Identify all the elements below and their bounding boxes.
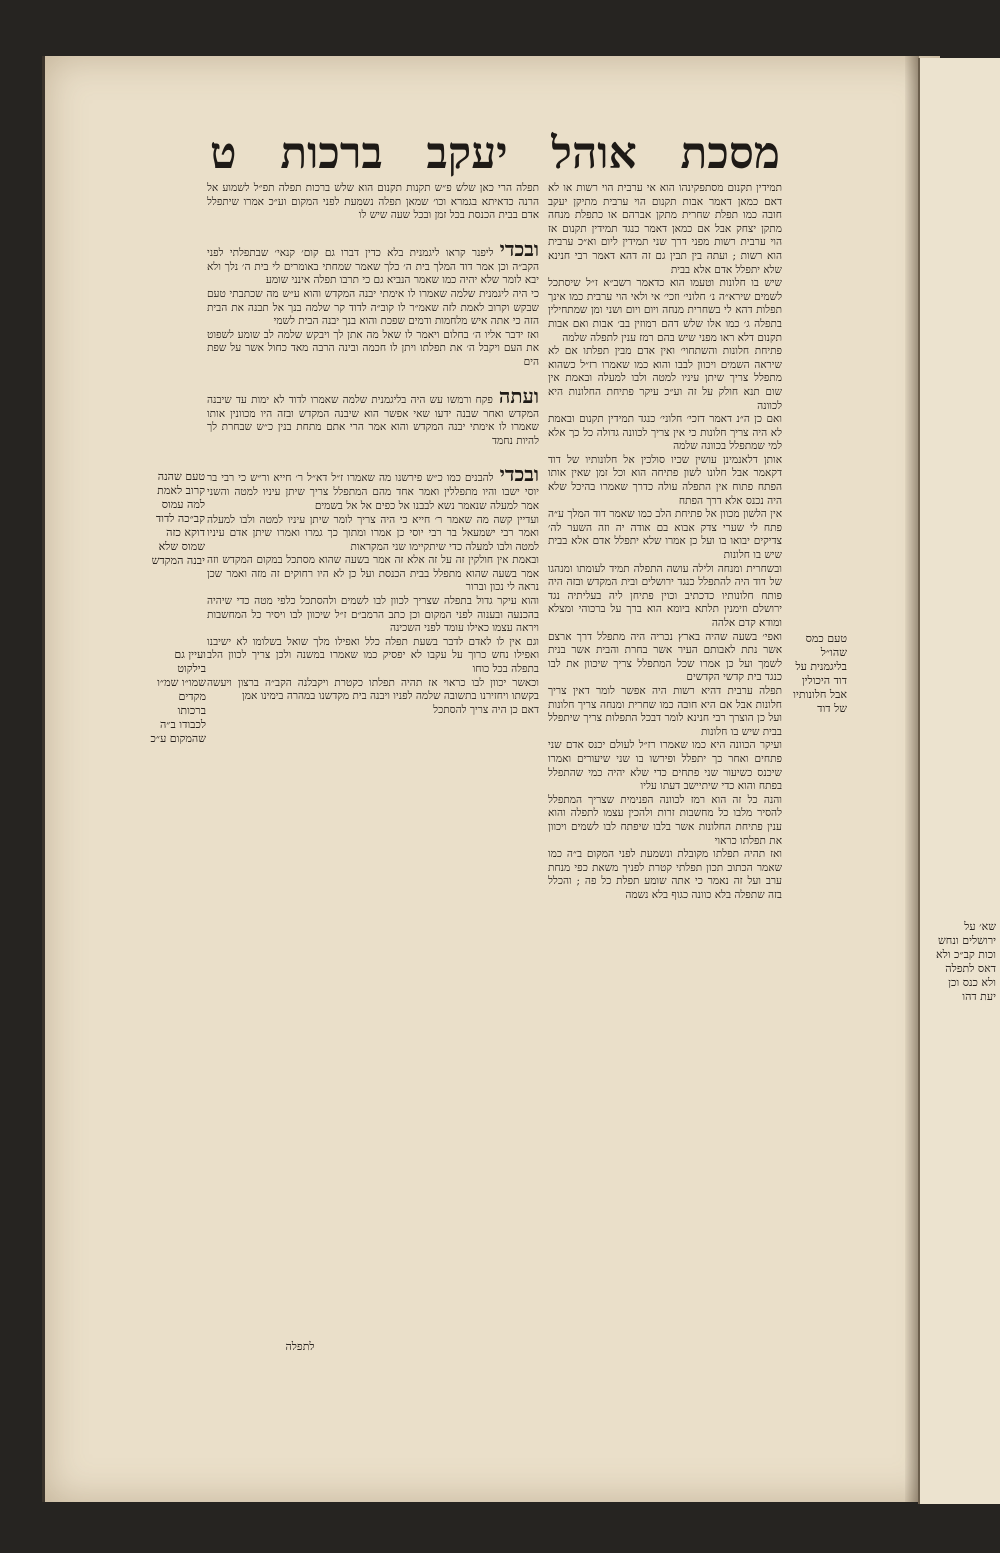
left-section-2 [207, 384, 539, 449]
left-paragraph: ואז ידבר אליו ה׳ בחלום ויאמר לו שאל מה אתן לך ויבקש שלמה לב שומע לשפוט את העם ויקבל ה׳ את תפלתו ויתן לו חכמה ובינה הרבה מאד כחול אשר על שפת הים [207, 328, 539, 368]
margin-note-middle: טעם כמס שהו״ל בליגמנית על דוד היכולין אבל חלונותיו של דוד [793, 632, 847, 715]
left-paragraph: וגם אין לו לאדם לדבר בשעת תפלה כלל ואפילו מלך שואל בשלומו לא ישיבנו ואפילו נחש כרוך על עקבו לא יפסיק כמו שאמרו במשנה ולכן צריך לכוון הלב בתפלה בכל כוחו [207, 635, 539, 676]
left-section-1 [207, 237, 539, 288]
right-paragraph: ועיקר הכוונה היא כמו שאמרו רז״ל לעולם יכנס אדם שני פתחים ואחר כך יתפלל ופירשו בו שני שיעורים ואמרו שיכנס כשיעור שני פתחים כדי שלא יהיה כמי שהתפלל בפתח והוא כדי שיתיישב דעתו עליו [548, 739, 782, 793]
right-paragraph: ובשחרית ומנחה ולילה עושה התפלה תמיד לעומתו ומנהגו של דוד היה להתפלל כנגד ירושלים ובית המקדש ובזה היה פותח חלונותיו כדכתיב וכוין פתיחן ליה בעליתיה נגד ירושלם וזימנין תלתא ביומא הוא ברך על ברכוהי ומצלא ומודא קדם אלהה [548, 562, 782, 629]
right-paragraph: והנה כל זה הוא רמז לכוונה הפנימית שצריך המתפלל להסיר מלבו כל מחשבות זרות ולהכין עצמו לתפלה והוא ענין פתיחת החלונות אשר בלבו שיפתח לבו לשמים ויכוון את תפלתו כראוי [548, 793, 782, 847]
right-paragraph: אין הלשון מכוון אל פתיחת הלב כמו שאמר דוד המלך ע״ה פתח לי שערי צדק אבוא בם אודה יה וזה השער לה׳ צדיקים יבואו בו ועל כן אמרו שלא יתפלל אדם אלא בבית שיש בו חלונות [548, 508, 782, 562]
spine-shadow [905, 56, 919, 1502]
right-paragraph: אותן דלאנמינן עושין שכיו סולכין אל חלונותיו של דוד דקאמר אבל חלונו לשון פתיחה הוא וכל זמן שאין אותו הפתח פתוח אין התפלה עולה כדרך שאמרו בהיכל שלא היה נכנס אלא דרך הפתח [548, 453, 782, 507]
left-paragraph: וכאשר יכוון לבו כראוי אז תהיה תפלתו כקטרת ויקבלנה הקב״ה ברצון ויעשה בקשתו ויחזירנו בתשובה שלמה לפניו ויבנה בית מקדשנו במהרה בימינו אמן [207, 676, 539, 703]
left-text-column [207, 182, 539, 1342]
closing-catchword: לתפלה [285, 1340, 315, 1353]
dibbur-hamatchil-3: ובכדי [499, 462, 539, 487]
right-paragraph: תמידין תקנום מסתפקינהו הוא אי ערבית הוי רשות או לא דאם כמאן דאמר אבות תקנום הוי ערבית מתיקן יעקב חובה כמו תפלת שחרית מתקן אברהם או כתפלת מנחה מתקן יצחק אבל אם כמאן דאמר כנגד תמידין תקנום אז הוי ערבית רשות מפני דרך שני תמידין ליום וא״כ ערבית הוא רשות ; ועתה בין תבין גם זה דהא דאמר רבי חנינא שלא יתפלל אדם אלא בבית [548, 182, 782, 276]
left-paragraph: ועדיין קשה מה שאמר ר׳ חייא כי היה צריך לומר שיתן עיניו למטה ולבו למעלה ואמר רבי ישמעאל בר רבי יוסי כן אמרו ומתוך כך גמרו ואמרו שיתן אדם עיניו למטה ולבו למעלה כדי שיתקיימו שני המקראות [207, 513, 539, 553]
right-paragraph: ואם כן ה״נ דאמר דזכי׳ חלוני׳ כנגד תמידין תקנום ובאמת לא היה צריך חלונות כי אין צריך לכוונה גדולה כל כך אלא למי שמתפלל בכוונה שלמה [548, 413, 782, 453]
right-text-column [548, 182, 782, 1352]
next-page-edge [918, 58, 1000, 1504]
dibbur-hamatchil-1: ובכדי [499, 236, 539, 261]
margin-note-left-upper: טעם שהנה קרוב לאמת למה עמוס קב״כה לדוד דוקא כזה שמוס שלא יבנה המקדש [151, 470, 205, 567]
right-paragraph: ואפי׳ בשעה שהיה בארץ נכריה היה מתפלל דרך ארצם אשר נתת לאבותם העיר אשר בחרת והבית אשר בנית לשמך ועל כן אמרו שכל המתפלל צריך שיכוון את לבו כנגד בית קדשי הקדשים [548, 630, 782, 684]
left-paragraph: ובאמת אין חולקין זה על זה אלא זה אמר בשעה שהוא מסתכל במקום המקדש וזה אמר בשעה שהוא מתפלל בבית הכנסת ועל כן לא היו רחוקים זה מזה ואמר שכן נראה לי נכון וברור [207, 554, 539, 594]
header-tractate-word: מסכת [680, 127, 780, 179]
right-paragraph: שיש בו חלונות וטעמו הוא כדאמר רשב״א ז״ל שיסתכל לשמים שירא״ה נ׳ חלוני׳ וזכי׳ אי ולאי הוי ערבית כמו אינך תפלות דהא לי בשחרית מנחה ויום ויום ושני ומן שמתחילין בתפלה ג׳ כמו אלו שלש דהם רמוזין בב׳ אבות ואם אבות תקנום דלא ראו מפני שיש בהם רמז ענין לתפלה שלמה [548, 277, 782, 344]
header-title-2: יעקב [426, 127, 508, 179]
left-paragraph: להבנים כמו כ״ש פירשנו מה שאמרו ז״ל דא״ל ר׳ חייא ור״ש כי רבי בר יוסי ישבו והיו מתפללין ואמר אחד מהם המתפלל צריך שיתן עיניו למטה והשני אמר למעלה שנאמר נשא לבבנו אל כפים אל אל בשמים [207, 472, 539, 512]
right-paragraph: תפלה ערבית דהיא רשות היה אפשר לומר דאין צריך חלונות אבל אם היא חובה כמו שחרית ומנחה צריך חלונות ועל כן הוצרך רבי חנינא לומר דבכל התפלות צריך שיתפלל בבית שיש בו חלונות [548, 684, 782, 738]
dibbur-hamatchil-2: ועתה [498, 383, 539, 408]
right-paragraph: ואז תהיה תפלתו מקובלת ונשמעת לפני המקום ב״ה כמו שאמר הכתוב תכון תפלתי קטרת לפניך משאת כפי מנחת ערב ועל זה נאמר כי אתה שומע תפלת כל פה ; והכלל בזה שתפלה בלא כוונה כגוף בלא נשמה [548, 848, 782, 901]
left-paragraph: והוא עיקר גדול בתפלה שצריך לכוון לבו לשמים ולהסתכל כלפי מטה כדי שיהיה בהכנעה ובענוה לפני המקום וכן כתב הרמב״ם ז״ל שיכוון לבו ויסיר כל המחשבות ויראה עצמו כאילו עומד לפני השכינה [207, 595, 539, 635]
header-tractate-name: ברכות [280, 127, 383, 179]
margin-note-right-edge: שא׳ על ירושלים ונחש וכות קב״כ ולא דאס לתפלה ולא כנס וכן יעת דהו [936, 920, 996, 1003]
right-paragraph: פתיחת חלונות והשתחוי׳ ואין אדם מבין תפלתו אם לא שיראה השמים ויכוון לבבו והוא כמו שאמרו רז״ל כשהוא מתפלל צריך שיתן עיניו למטה ולבו למעלה ובאמת אין שום תנא חולק על זה וע״כ עיקר פתיחת החלונות היא לכוונה [548, 345, 782, 412]
left-section-3 [207, 462, 539, 513]
left-paragraph: ליפנר קראו ליגמנית בלא כדין דברו גם קום׳ קנאי׳ שבתפלתי לפני הקב״ה וכן אמר דוד המלך בית ה׳ כלך שאמר שמחתי באומרים לי בית ה׳ נלך ולא יבא לומר שלא יהיה כמו שאמר הנביא גם כי תרבו תפלה אינני שומע [207, 246, 539, 287]
left-paragraph: כי היה ליגמנית שלמה שאמרו לו אימתי יבנה המקדש והוא ע״ש מה שכתבתי טעם שבקש וקרוב לאמת לזה שאמ״ר לו קוב״ה לדוד קר שלמה בנך אל תבנה את הבית הזה כי אתה איש מלחמות ודמים שפכת והוא בנך יבנה הבית לשמי [207, 287, 539, 328]
header-title-1: אוהל [551, 127, 637, 179]
left-top-paragraph: תפלה הרי כאן שלש פ״ש תקנות תקנום הוא שלש ברכות תפלה תפ״ל לשמוע אל הרנה כדאיתא בגמרא וכו׳ שמאן תפלה נשמעת לפני המקום וע״כ אמרו שיתפלל אדם בבית הכנסת בכל זמן ובכל שעה שיש לו [207, 182, 539, 222]
left-closing-line: דאם כן היה צריך להסתכל [433, 703, 539, 716]
left-paragraph: פקח ורמשו עש היה בליגמנית שלמה שאמרו לדוד לא ימות עד שיבנה המקדש ואחר שבנה ידעו שאי אפשר הוא שיבנה המקדש ובזה היו מכוונין אותו שאמרו לו אימתי יבנה המקדש והוא אמר הרי אתם מתחת בנין כ״ש שבחרת לך להיות נחמד [207, 393, 539, 447]
page-header [210, 128, 780, 178]
margin-note-left-lower: ועיין גם בילקוט שמו״ו שמ״ו מקדים ברכותו לכבודו ב״ה שהמקום ע״כ [150, 648, 206, 745]
folio-number: ט [210, 127, 237, 179]
